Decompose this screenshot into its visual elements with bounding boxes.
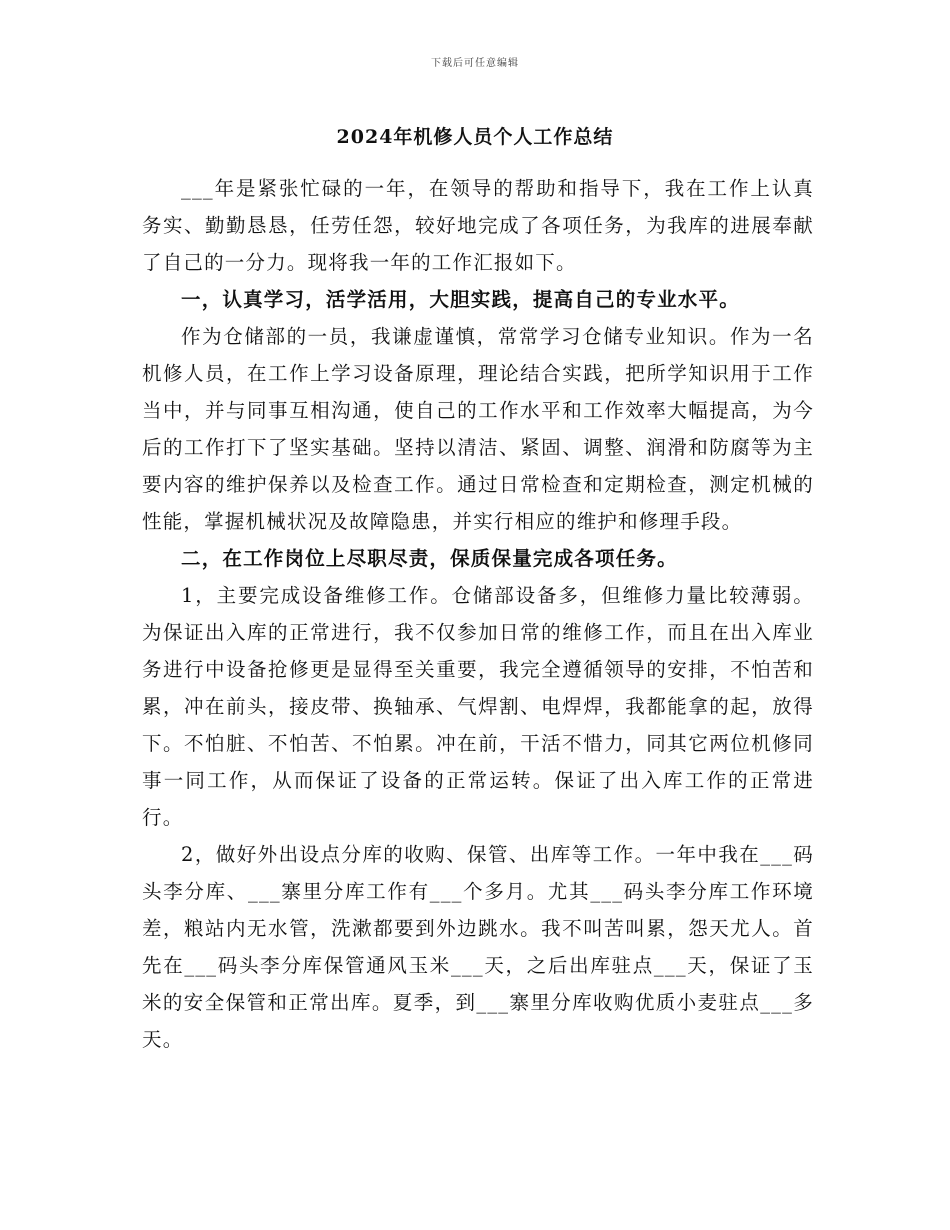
paragraph-intro: ___年是紧张忙碌的一年，在领导的帮助和指导下，我在工作上认真务实、勤勤恳恳，任劳任怨，较好地完成了各项任务，为我库的进展奉献了自己的一分力。现将我一年的工作汇报如下。 [142,177,814,274]
document-body [142,170,814,1058]
paragraph-maintenance: 1，主要完成设备维修工作。仓储部设备多，但维修力量比较薄弱。为保证出入库的正常进行，我不仅参加日常的维修工作，而且在出入库业务进行中设备抢修更是显得至关重要，我完全遵循领导的安排，不怕苦和累，冲在前头，接皮带、换轴承、气焊割、电焊焊，我都能拿的起，放得下。不怕脏、不怕苦、不怕累。冲在前，干活不惜力，同其它两位机修同事一同工作，从而保证了设备的正常运转。保证了出入库工作的正常进行。 [142,584,814,829]
paragraph-study: 作为仓储部的一员，我谦虚谨慎，常常学习仓储专业知识。作为一名机修人员，在工作上学习设备原理，理论结合实践，把所学知识用于工作当中，并与同事互相沟通，使自己的工作水平和工作效率大幅提高，为今后的工作打下了坚实基础。坚持以清洁、紧固、调整、润滑和防腐等为主要内容的维护保养以及检查工作。通过日常检查和定期检查，测定机械的性能，掌握机械状况及故障隐患，并实行相应的维护和修理手段。 [142,325,814,533]
paragraph-branch-work: 2，做好外出设点分库的收购、保管、出库等工作。一年中我在___码头李分库、___寨里分库工作有___个多月。尤其___码头李分库工作环境差，粮站内无水管，洗漱都要到外边跳水。我不叫苦叫累，怨天尤人。首先在___码头李分库保管通风玉米___天，之后出库驻点___天，保证了玉米的安全保管和正常出库。夏季，到___寨里分库收购优质小麦驻点___多天。 [142,843,814,1051]
header-note: 下载后可任意编辑 [431,58,519,69]
section-heading-2: 二，在工作岗位上尽职尽责，保质保量完成各项任务。 [181,547,678,570]
document-title: 2024年机修人员个人工作总结 [336,126,614,148]
section-heading-1: 一，认真学习，活学活用，大胆实践，提高自己的专业水平。 [181,288,740,311]
